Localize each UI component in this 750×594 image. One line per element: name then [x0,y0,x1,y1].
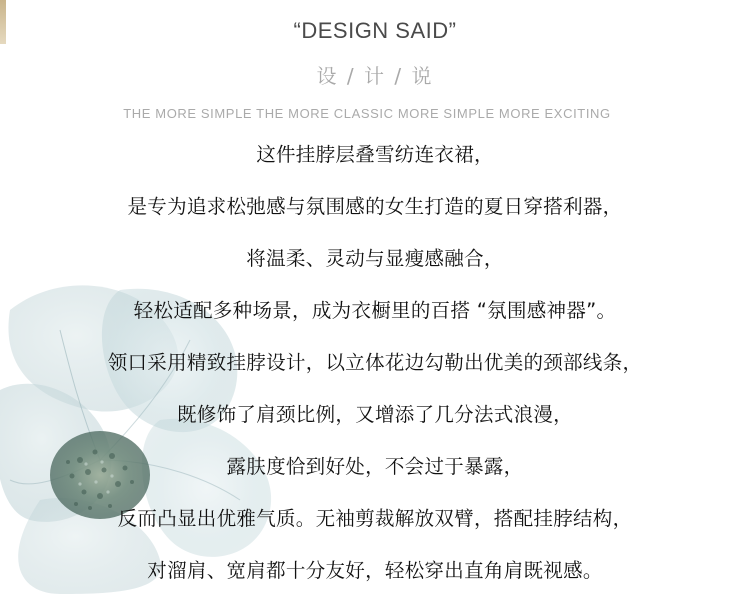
description-line: 领口采用精致挂脖设计，以立体花边勾勒出优美的颈部线条， [107,351,643,374]
description-line: 既修饰了肩颈比例，又增添了几分法式浪漫， [176,403,573,426]
tagline: THE MORE SIMPLE THE MORE CLASSIC MORE SIMPLE MORE EXCITING [123,106,611,121]
description-line: 将温柔、灵动与显瘦感融合， [246,247,504,270]
description-line: 反而凸显出优雅气质。无袖剪裁解放双臂，搭配挂脖结构， [117,507,633,530]
description-line: 露肤度恰到好处，不会过于暴露， [226,455,524,478]
design-said-subtitle: 设 / 计 / 说 [316,64,434,88]
description-line: 轻松适配多种场景，成为衣橱里的百搭 “氛围感神器”。 [133,299,617,322]
description-line: 这件挂脖层叠雪纺连衣裙， [256,143,494,166]
description-body [0,138,750,594]
design-said-title: “DESIGN SAID” [293,18,457,43]
description-line: 对溜肩、宽肩都十分友好，轻松穿出直角肩既视感。 [147,559,603,582]
description-line: 是专为追求松弛感与氛围感的女生打造的夏日穿搭利器， [127,195,623,218]
